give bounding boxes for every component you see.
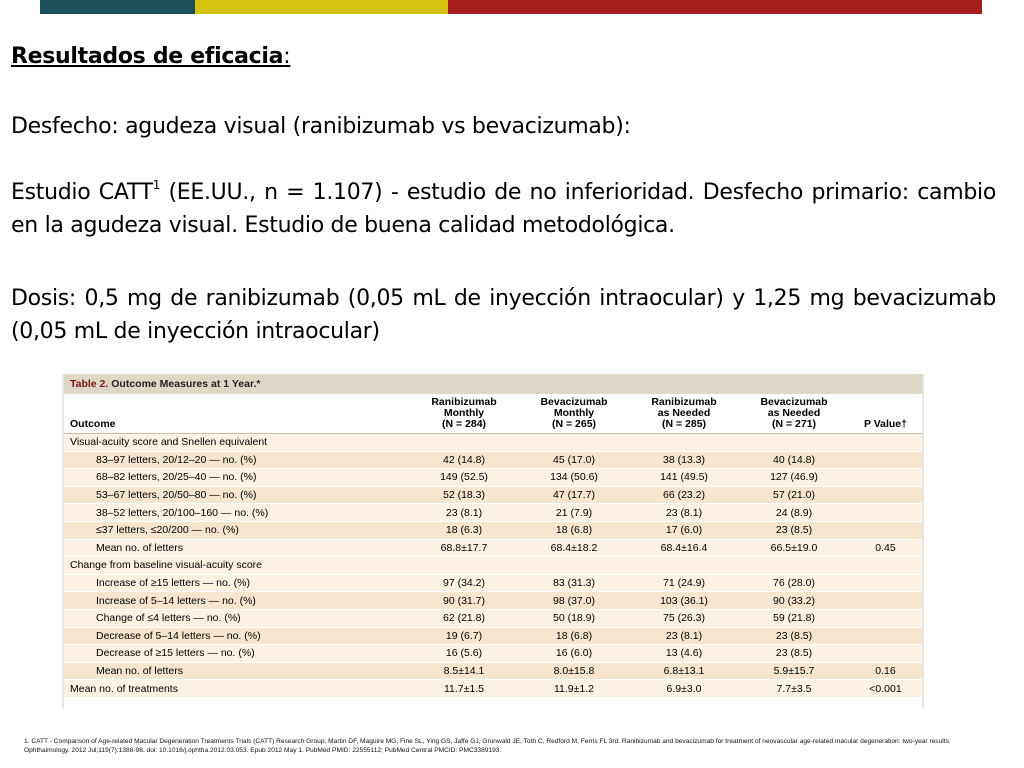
table-cell: 38 (13.3) [629, 451, 739, 469]
table-cell: 45 (17.0) [519, 451, 629, 469]
table-row [64, 645, 922, 663]
table-row-label: Change from baseline visual-acuity score [64, 557, 409, 575]
table-cell [849, 504, 922, 522]
table-cell: 23 (8.1) [409, 504, 519, 522]
table-cell: 50 (18.9) [519, 609, 629, 627]
table-row-label: Decrease of 5–14 letters — no. (%) [64, 627, 409, 645]
table-cell: 62 (21.8) [409, 609, 519, 627]
estudio-text-end: (EE.UU., n = 1.107) - estudio de no inferioridad. Desfecho primario: cambio en la agudeza visual. Estudio de buena calidad metodológica. [11, 180, 996, 238]
table-cell: 83 (31.3) [519, 574, 629, 592]
table-body [64, 434, 922, 698]
table-cell [849, 557, 922, 575]
table-row [64, 469, 922, 487]
table-cell: 68.8±17.7 [409, 539, 519, 557]
header-ranibizumab-as-needed [629, 394, 739, 434]
table-row-label: Mean no. of letters [64, 662, 409, 680]
table-cell: 18 (6.8) [519, 521, 629, 539]
slide-heading-colon: : [283, 44, 291, 69]
table-cell: 23 (8.5) [739, 521, 849, 539]
table-cell [629, 434, 739, 452]
table-cell [849, 486, 922, 504]
header-line: Bevacizumab [540, 396, 608, 408]
table-cell [849, 521, 922, 539]
table-row [64, 539, 922, 557]
table-cell: 75 (26.3) [629, 609, 739, 627]
table-row [64, 609, 922, 627]
header-line: (N = 284) [441, 418, 487, 430]
table-cell: 103 (36.1) [629, 592, 739, 610]
table-row-label: Mean no. of letters [64, 539, 409, 557]
table-cell [739, 557, 849, 575]
estudio-paragraph [11, 176, 996, 242]
table-cell [409, 557, 519, 575]
table-cell: 97 (34.2) [409, 574, 519, 592]
header-line: (N = 285) [661, 418, 707, 430]
table-cell: 98 (37.0) [519, 592, 629, 610]
table-cell [849, 469, 922, 487]
header-line: as Needed [657, 407, 711, 419]
table-cell [849, 574, 922, 592]
table-cell: 90 (33.2) [739, 592, 849, 610]
table-row [64, 680, 922, 698]
table-row [64, 521, 922, 539]
table-cell: 90 (31.7) [409, 592, 519, 610]
header-line: Bevacizumab [760, 396, 828, 408]
table-cell [629, 557, 739, 575]
header-line: Ranibizumab [431, 396, 497, 408]
table-cell: 18 (6.3) [409, 521, 519, 539]
table-section-row [64, 434, 922, 452]
table-cell: 23 (8.5) [739, 627, 849, 645]
table-cell: 19 (6.7) [409, 627, 519, 645]
table-cell: 76 (28.0) [739, 574, 849, 592]
table-cell [739, 434, 849, 452]
top-bar-segment-yellow [195, 0, 448, 14]
table-cell: 24 (8.9) [739, 504, 849, 522]
table-cell: 0.16 [849, 662, 922, 680]
table-cell: 16 (5.6) [409, 645, 519, 663]
top-bar-segment-red [448, 0, 982, 14]
table-cell: 8.0±15.8 [519, 662, 629, 680]
table-cell: 47 (17.7) [519, 486, 629, 504]
top-color-bar [40, 0, 982, 14]
table-cell: 66.5±19.0 [739, 539, 849, 557]
table-cell: 7.7±3.5 [739, 680, 849, 698]
table-row-label: Change of ≤4 letters — no. (%) [64, 609, 409, 627]
header-line: as Needed [767, 407, 821, 419]
table-row-label: ≤37 letters, ≤20/200 — no. (%) [64, 521, 409, 539]
table-row [64, 662, 922, 680]
table-cell: 0.45 [849, 539, 922, 557]
table-cell: 11.7±1.5 [409, 680, 519, 698]
table-cell [519, 434, 629, 452]
table-cell: 66 (23.2) [629, 486, 739, 504]
table-row [64, 574, 922, 592]
table-cell: 68.4±18.2 [519, 539, 629, 557]
header-outcome: Outcome [64, 394, 409, 434]
table-cell: 141 (49.5) [629, 469, 739, 487]
table-row [64, 627, 922, 645]
table-row-label: Mean no. of treatments [64, 680, 409, 698]
table-row-label: Increase of ≥15 letters — no. (%) [64, 574, 409, 592]
table-cell: 59 (21.8) [739, 609, 849, 627]
table-cell [849, 645, 922, 663]
table-cell: 11.9±1.2 [519, 680, 629, 698]
table-header-row [64, 394, 922, 434]
citation-superscript: 1 [152, 178, 161, 192]
table-cell [849, 627, 922, 645]
table-cell: 8.5±14.1 [409, 662, 519, 680]
slide-heading-text: Resultados de eficacia [11, 44, 284, 69]
table-cell: 18 (6.8) [519, 627, 629, 645]
table-row-label: Decrease of ≥15 letters — no. (%) [64, 645, 409, 663]
header-line: Monthly [553, 407, 595, 419]
table-row-label: 83–97 letters, 20/12–20 — no. (%) [64, 451, 409, 469]
table-cell: <0.001 [849, 680, 922, 698]
table-cell: 6.8±13.1 [629, 662, 739, 680]
table-cell [849, 451, 922, 469]
table-cell: 6.9±3.0 [629, 680, 739, 698]
header-line: (N = 271) [771, 418, 817, 430]
dosis-paragraph: Dosis: 0,5 mg de ranibizumab (0,05 mL de inyección intraocular) y 1,25 mg bevacizumab (0,05 mL de inyección intraocular) [11, 286, 996, 344]
table-cell [849, 592, 922, 610]
table-row-label: Increase of 5–14 letters — no. (%) [64, 592, 409, 610]
table-caption-title: Outcome Measures at 1 Year.* [108, 378, 261, 390]
table-cell: 42 (14.8) [409, 451, 519, 469]
header-line: Ranibizumab [651, 396, 717, 408]
table-row-label: 38–52 letters, 20/100–160 — no. (%) [64, 504, 409, 522]
table-row-label: 68–82 letters, 20/25–40 — no. (%) [64, 469, 409, 487]
table-cell: 68.4±16.4 [629, 539, 739, 557]
table-row [64, 504, 922, 522]
header-line: Monthly [443, 407, 485, 419]
table-cell: 149 (52.5) [409, 469, 519, 487]
table-row [64, 451, 922, 469]
table-cell: 23 (8.1) [629, 627, 739, 645]
table-row [64, 486, 922, 504]
table-cell: 21 (7.9) [519, 504, 629, 522]
table-cell: 5.9±15.7 [739, 662, 849, 680]
header-line: (N = 265) [551, 418, 597, 430]
estudio-text-start: Estudio CATT [11, 180, 153, 205]
reference-footnote: 1. CATT - Comparison of Age-related Macular Degeneration Treatments Trials (CATT) Research Group, Martin DF, Maguire MG, Fine SL, Ying GS, Jaffe GJ, Grunwald JE, Toth C, Redford M, Ferris FL 3rd. Ranibizumab and bevacizumab for treatment of neovascular age-related macular degeneration: two-year results. Ophthalmology. 2012 Jul;119(7):1388-98. doi: 10.1016/j.ophtha.2012.03.053. Epub 2012 May 1. PubMed PMID: 22555112; PubMed Central PMCID: PMC3389193. [24, 738, 951, 754]
table-row-label: Visual-acuity score and Snellen equivalent [64, 434, 409, 452]
table-cell [409, 434, 519, 452]
header-bevacizumab-as-needed [739, 394, 849, 434]
desfecho-paragraph: Desfecho: agudeza visual (ranibizumab vs bevacizumab): [11, 114, 631, 139]
table-row-label: 53–67 letters, 20/50–80 — no. (%) [64, 486, 409, 504]
table-section-row [64, 557, 922, 575]
table-cell: 40 (14.8) [739, 451, 849, 469]
slide-heading [11, 40, 996, 73]
table-cell: 17 (6.0) [629, 521, 739, 539]
header-bevacizumab-monthly [519, 394, 629, 434]
table-cell: 134 (50.6) [519, 469, 629, 487]
table-cell: 52 (18.3) [409, 486, 519, 504]
table-row [64, 592, 922, 610]
header-p-value: P Value† [849, 394, 922, 434]
table-cell: 23 (8.1) [629, 504, 739, 522]
table-cell: 71 (24.9) [629, 574, 739, 592]
table-caption [64, 374, 922, 394]
table-cell [849, 609, 922, 627]
top-bar-segment-teal [40, 0, 195, 14]
header-ranibizumab-monthly [409, 394, 519, 434]
outcome-table-figure [62, 374, 924, 708]
table-cell [519, 557, 629, 575]
table-cell: 127 (46.9) [739, 469, 849, 487]
table-cell [849, 434, 922, 452]
table-cell: 13 (4.6) [629, 645, 739, 663]
table-cell: 16 (6.0) [519, 645, 629, 663]
outcome-table [64, 394, 922, 697]
table-cell: 23 (8.5) [739, 645, 849, 663]
table-cell: 57 (21.0) [739, 486, 849, 504]
table-caption-label: Table 2. [70, 378, 109, 390]
